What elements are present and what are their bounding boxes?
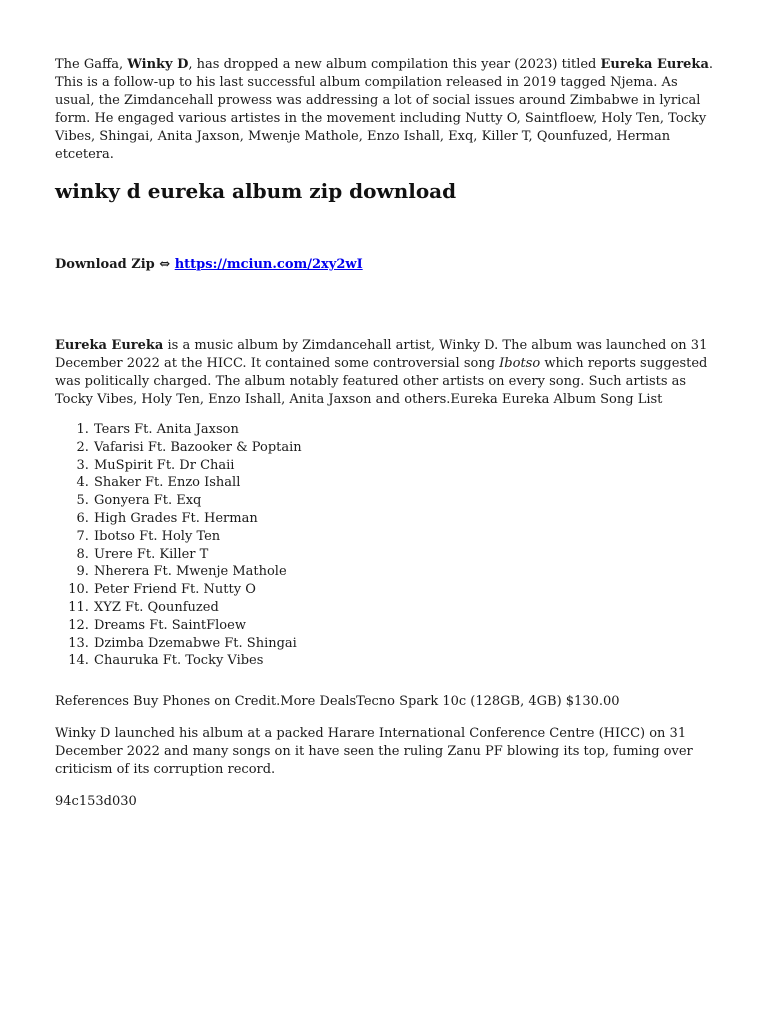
page-heading: winky d eureka album zip download [55, 179, 457, 203]
list-item: 6. High Grades Ft. Herman [93, 510, 715, 528]
references-paragraph: References Buy Phones on Credit.More DealsTecno Spark 10c (128GB, 4GB) $130.00 [55, 694, 620, 710]
intro-paragraph [55, 56, 715, 164]
list-item: 9. Nherera Ft. Mwenje Mathole [93, 563, 715, 581]
list-item: 5. Gonyera Ft. Exq [93, 492, 715, 510]
list-item: 3. MuSpirit Ft. Dr Chaii [93, 457, 715, 475]
intro-text: , has dropped a new album compilation this year (2023) titled [188, 57, 601, 72]
song-list [55, 421, 715, 670]
download-link[interactable]: https://mciun.com/2xy2wI [174, 257, 363, 272]
launch-paragraph: Winky D launched his album at a packed Harare International Conference Centre (HICC) on 31 December 2022 and many songs on it have seen the ruling Zanu PF blowing its top, fuming over criticism of its corruption record. [55, 726, 693, 778]
about-paragraph [55, 337, 715, 409]
download-line [55, 256, 715, 274]
list-item: 10. Peter Friend Ft. Nutty O [93, 581, 715, 599]
album-title: Eureka Eureka [55, 338, 164, 353]
list-item: 1. Tears Ft. Anita Jaxson [93, 421, 715, 439]
about-text: is a music album by Zimdancehall artist, Winky D. The album was launched on 31 December 2022 at the HICC. It contained some controversial song [55, 338, 708, 371]
artist-name: Winky D [127, 57, 189, 72]
list-item: 12. Dreams Ft. SaintFloew [93, 617, 715, 635]
list-item: 14. Chauruka Ft. Tocky Vibes [93, 652, 715, 670]
song-title: Ibotso [499, 356, 541, 371]
list-item: 7. Ibotso Ft. Holy Ten [93, 528, 715, 546]
album-title: Eureka Eureka [600, 57, 709, 72]
list-item: 13. Dzimba Dzemabwe Ft. Shingai [93, 635, 715, 653]
list-item: 11. XYZ Ft. Qounfuzed [93, 599, 715, 617]
list-item: 4. Shaker Ft. Enzo Ishall [93, 474, 715, 492]
list-item: 8. Urere Ft. Killer T [93, 546, 715, 564]
list-item: 2. Vafarisi Ft. Bazooker & Poptain [93, 439, 715, 457]
about-text: which reports suggested was politically charged. The album notably featured other artists on every song. Such artists as Tocky Vibes, Holy Ten, Enzo Ishall, Anita Jaxson and others.Eureka Eureka Album Song List [55, 356, 708, 407]
intro-text: . This is a follow-up to his last successful album compilation released in 2019 tagged Njema. As usual, the Zimdancehall prowess was addressing a lot of social issues around Zimbabwe in lyrical form. He engaged various artistes in the movement including Nutty O, Saintfloew, Holy Ten, Tocky Vibes, Shingai, Anita Jaxson, Mwenje Mathole, Enzo Ishall, Exq, Killer T, Qounfuzed, Herman etcetera. [55, 57, 714, 162]
download-label: Download Zip ⇔ [55, 257, 175, 272]
intro-text: The Gaffa, [55, 57, 128, 72]
reference-code: 94c153d030 [55, 794, 137, 810]
document-page [55, 56, 715, 811]
